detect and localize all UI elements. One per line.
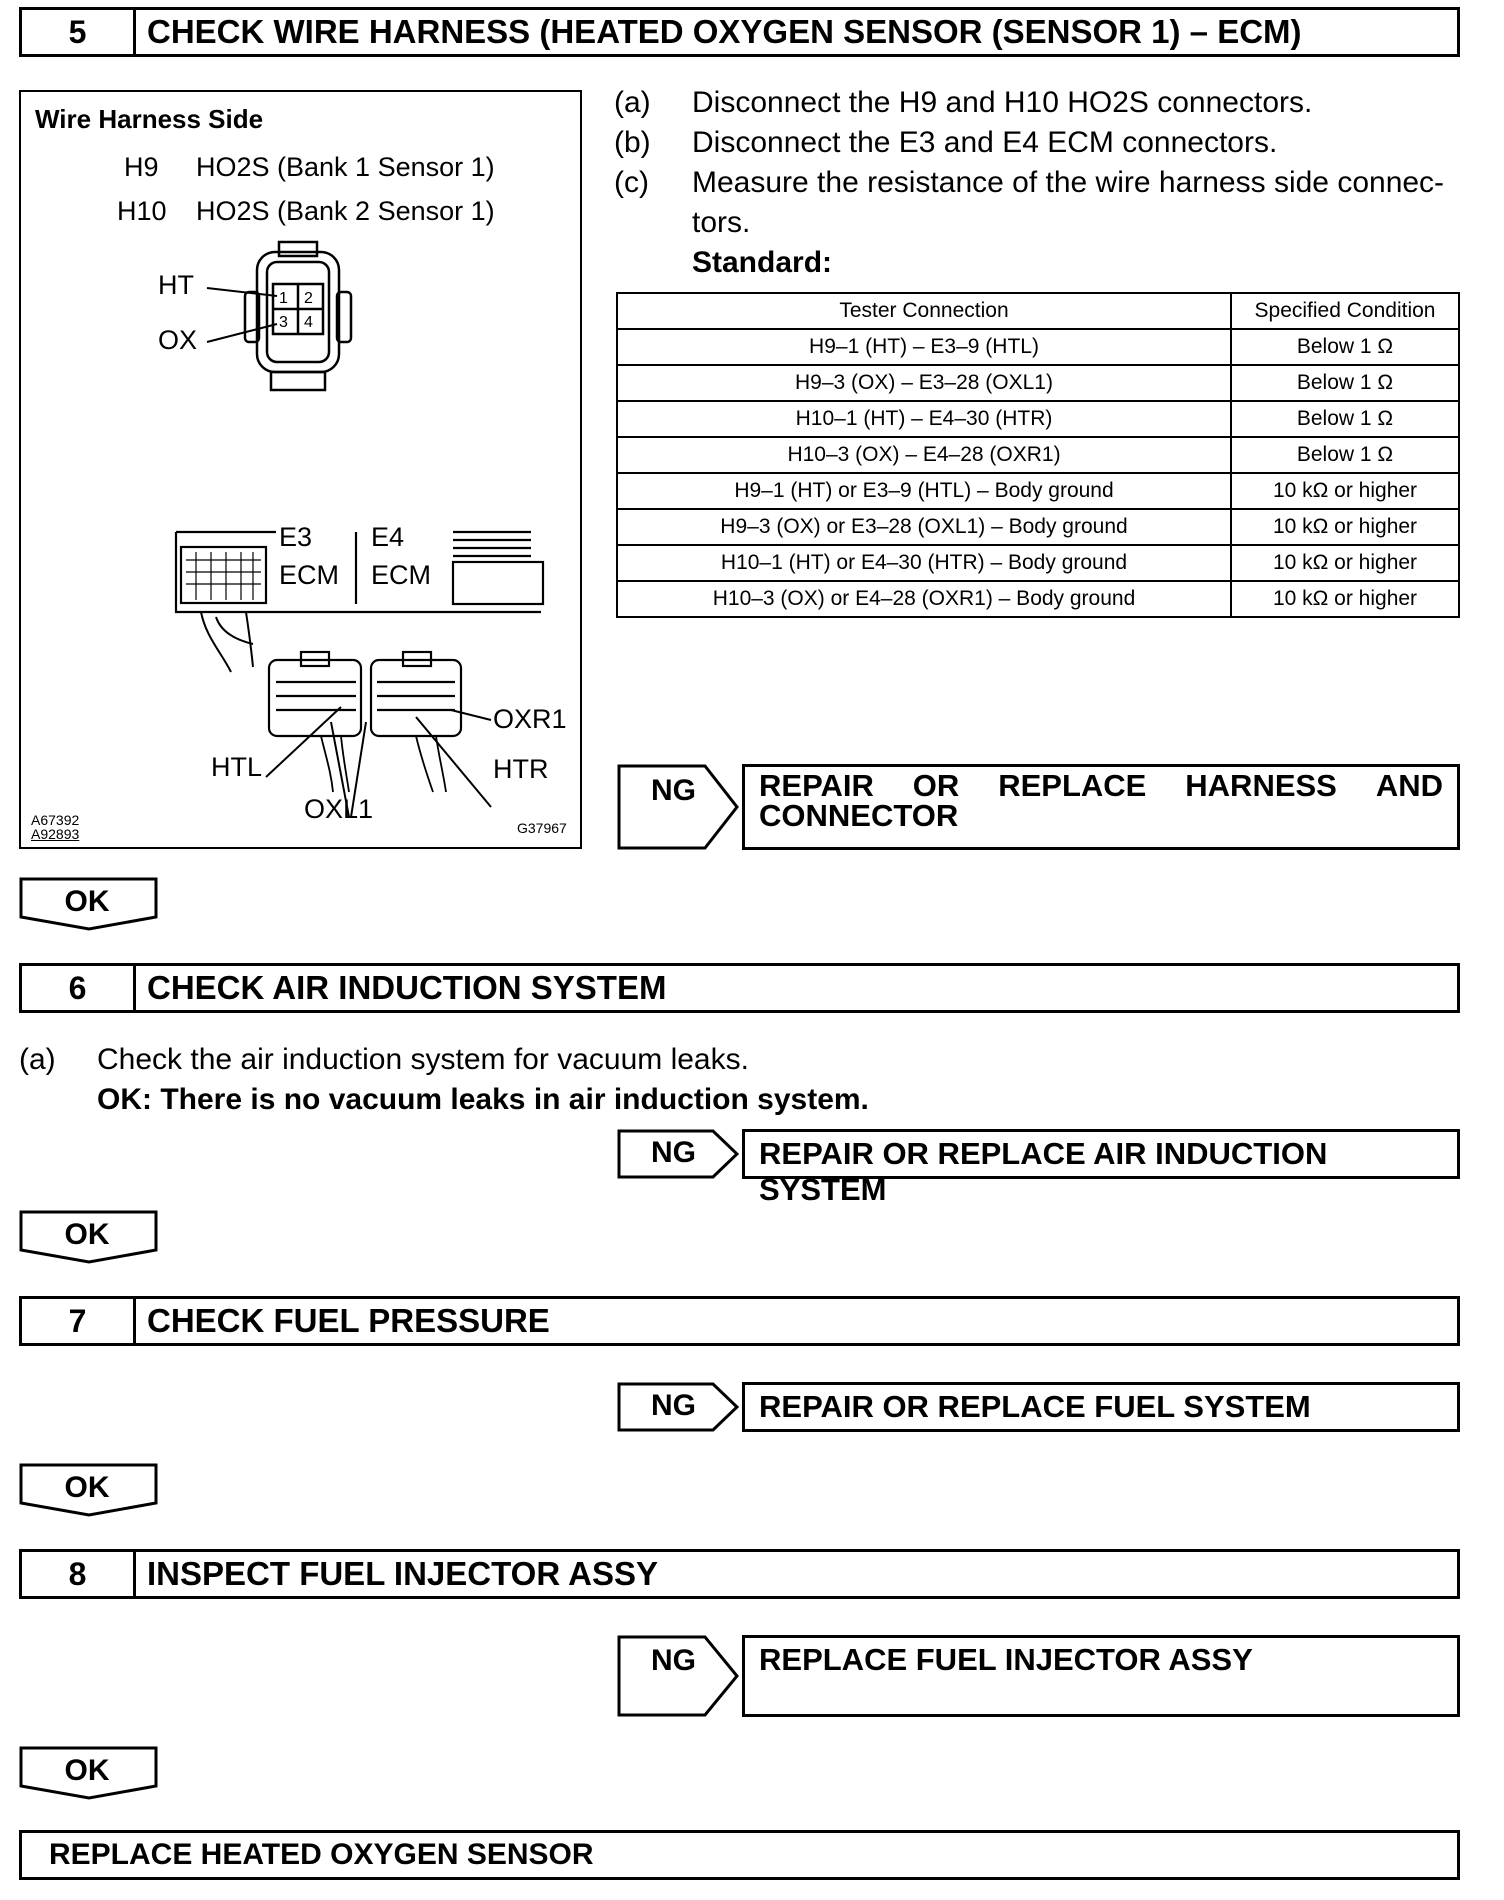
table-row <box>617 437 1459 473</box>
table-cell: 10 kΩ or higher <box>1231 473 1459 509</box>
figure-ref-1: A67392 <box>31 812 80 828</box>
pin-2: 2 <box>304 290 313 307</box>
step-title: CHECK AIR INDUCTION SYSTEM <box>147 969 667 1006</box>
step-number: 7 <box>22 1299 136 1343</box>
harness-e4-connector <box>371 652 461 736</box>
step-title: INSPECT FUEL INJECTOR ASSY <box>147 1555 658 1592</box>
pin-4: 4 <box>304 314 313 331</box>
ng-label-step6: NG <box>651 1136 696 1169</box>
ok-label-step7: OK <box>64 1471 110 1504</box>
table-cell: H10–1 (HT) – E4–30 (HTR) <box>617 401 1231 437</box>
e3-connector-grid <box>186 552 261 600</box>
table-cell: H9–3 (OX) or E3–28 (OXL1) – Body ground <box>617 509 1231 545</box>
instruction-c-text-cont: tors. <box>692 206 751 239</box>
instruction-a-marker: (a) <box>614 86 651 119</box>
table-cell: 10 kΩ or higher <box>1231 545 1459 581</box>
step-5-header <box>19 7 1460 57</box>
figure-caption: Wire Harness Side <box>35 104 264 134</box>
standard-label: Standard: <box>692 246 833 279</box>
ok-label-step5: OK <box>64 885 110 918</box>
ng-word: HARNESS <box>1185 768 1337 803</box>
label-oxl1: OXL1 <box>304 794 374 824</box>
label-htl: HTL <box>211 752 263 782</box>
label-ecm-e3: ECM <box>279 560 339 590</box>
pin-callout-lines <box>266 707 491 817</box>
ng-label-step7: NG <box>651 1389 696 1422</box>
table-cell: Below 1 Ω <box>1231 401 1459 437</box>
table-cell: H10–3 (OX) or E4–28 (OXR1) – Body ground <box>617 581 1231 617</box>
instruction-c-text: Measure the resistance of the wire harness side connec- <box>692 166 1445 199</box>
harness-e3-connector <box>269 652 361 736</box>
ng-word: OR <box>912 768 960 803</box>
ok-label-step6: OK <box>64 1218 110 1251</box>
pin-1: 1 <box>279 290 288 307</box>
ecm-wire-bundle <box>201 612 253 672</box>
ng-word: REPAIR <box>759 768 874 803</box>
step-8-header <box>19 1549 1460 1599</box>
instruction-a-text: Disconnect the H9 and H10 HO2S connectors. <box>692 86 1313 119</box>
table-row <box>617 473 1459 509</box>
step6-instruction-text: Check the air induction system for vacuum leaks. <box>97 1043 749 1076</box>
step-number: 8 <box>22 1552 136 1596</box>
table-cell: H9–1 (HT) or E3–9 (HTL) – Body ground <box>617 473 1231 509</box>
h9-desc: HO2S (Bank 1 Sensor 1) <box>196 152 495 182</box>
table-cell: 10 kΩ or higher <box>1231 581 1459 617</box>
h9-code: H9 <box>124 152 159 182</box>
ng-label-step5: NG <box>651 774 696 807</box>
label-e3: E3 <box>279 522 313 552</box>
label-e4: E4 <box>371 522 405 552</box>
table-cell: H9–3 (OX) – E3–28 (OXL1) <box>617 365 1231 401</box>
ng-action-step8: REPLACE FUEL INJECTOR ASSY <box>742 1635 1460 1717</box>
step-6-header <box>19 963 1460 1013</box>
resistance-spec-table <box>616 292 1460 618</box>
instruction-b-text: Disconnect the E3 and E4 ECM connectors. <box>692 126 1278 159</box>
final-action-title: REPLACE HEATED OXYGEN SENSOR <box>49 1838 594 1871</box>
h10-code: H10 <box>117 196 167 226</box>
ho2s-connector-drawing <box>245 242 351 390</box>
ng-action-line2: CONNECTOR <box>759 798 959 833</box>
table-header-row <box>617 293 1459 329</box>
ok-label-step8: OK <box>64 1754 110 1787</box>
table-row <box>617 329 1459 365</box>
table-row <box>617 581 1459 617</box>
step6-instruction-marker: (a) <box>19 1043 56 1076</box>
table-cell: 10 kΩ or higher <box>1231 509 1459 545</box>
table-cell: H9–1 (HT) – E3–9 (HTL) <box>617 329 1231 365</box>
h10-desc: HO2S (Bank 2 Sensor 1) <box>196 196 495 226</box>
final-action-box <box>19 1830 1460 1880</box>
ng-word: REPLACE <box>998 768 1147 803</box>
figure-ref-2: A92893 <box>31 826 80 842</box>
step-7-header <box>19 1296 1460 1346</box>
ng-action-step6: REPAIR OR REPLACE AIR INDUCTION SYSTEM <box>742 1129 1460 1179</box>
ng-action-step7: REPAIR OR REPLACE FUEL SYSTEM <box>742 1382 1460 1432</box>
table-cell: Below 1 Ω <box>1231 365 1459 401</box>
ng-action-line1 <box>759 768 1443 803</box>
table-cell: H10–1 (HT) or E4–30 (HTR) – Body ground <box>617 545 1231 581</box>
table-cell: Below 1 Ω <box>1231 329 1459 365</box>
instruction-c-marker: (c) <box>614 166 649 199</box>
step-title: CHECK FUEL PRESSURE <box>147 1302 550 1339</box>
ng-action-step5 <box>742 764 1460 850</box>
step-number: 5 <box>22 10 136 54</box>
label-ox: OX <box>158 325 198 355</box>
label-oxr1: OXR1 <box>493 704 567 734</box>
step-title: CHECK WIRE HARNESS (HEATED OXYGEN SENSOR (SENSOR 1) – ECM) <box>147 13 1302 50</box>
pin-3: 3 <box>279 314 288 331</box>
ng-label-step8: NG <box>651 1644 696 1677</box>
label-ht: HT <box>158 270 194 300</box>
table-header-cell: Specified Condition <box>1231 293 1459 329</box>
ng-word: AND <box>1375 768 1443 803</box>
label-ecm-e4: ECM <box>371 560 431 590</box>
figure-ref-3: G37967 <box>517 820 567 836</box>
table-row <box>617 545 1459 581</box>
step6-ok-criteria: OK: There is no vacuum leaks in air induction system. <box>97 1083 869 1116</box>
label-htr: HTR <box>493 754 549 784</box>
table-cell: Below 1 Ω <box>1231 437 1459 473</box>
table-row <box>617 365 1459 401</box>
wire-harness-figure <box>19 90 582 849</box>
table-row <box>617 509 1459 545</box>
table-header-cell: Tester Connection <box>617 293 1231 329</box>
table-row <box>617 401 1459 437</box>
instruction-b-marker: (b) <box>614 126 651 159</box>
table-cell: H10–3 (OX) – E4–28 (OXR1) <box>617 437 1231 473</box>
step-number: 6 <box>22 966 136 1010</box>
